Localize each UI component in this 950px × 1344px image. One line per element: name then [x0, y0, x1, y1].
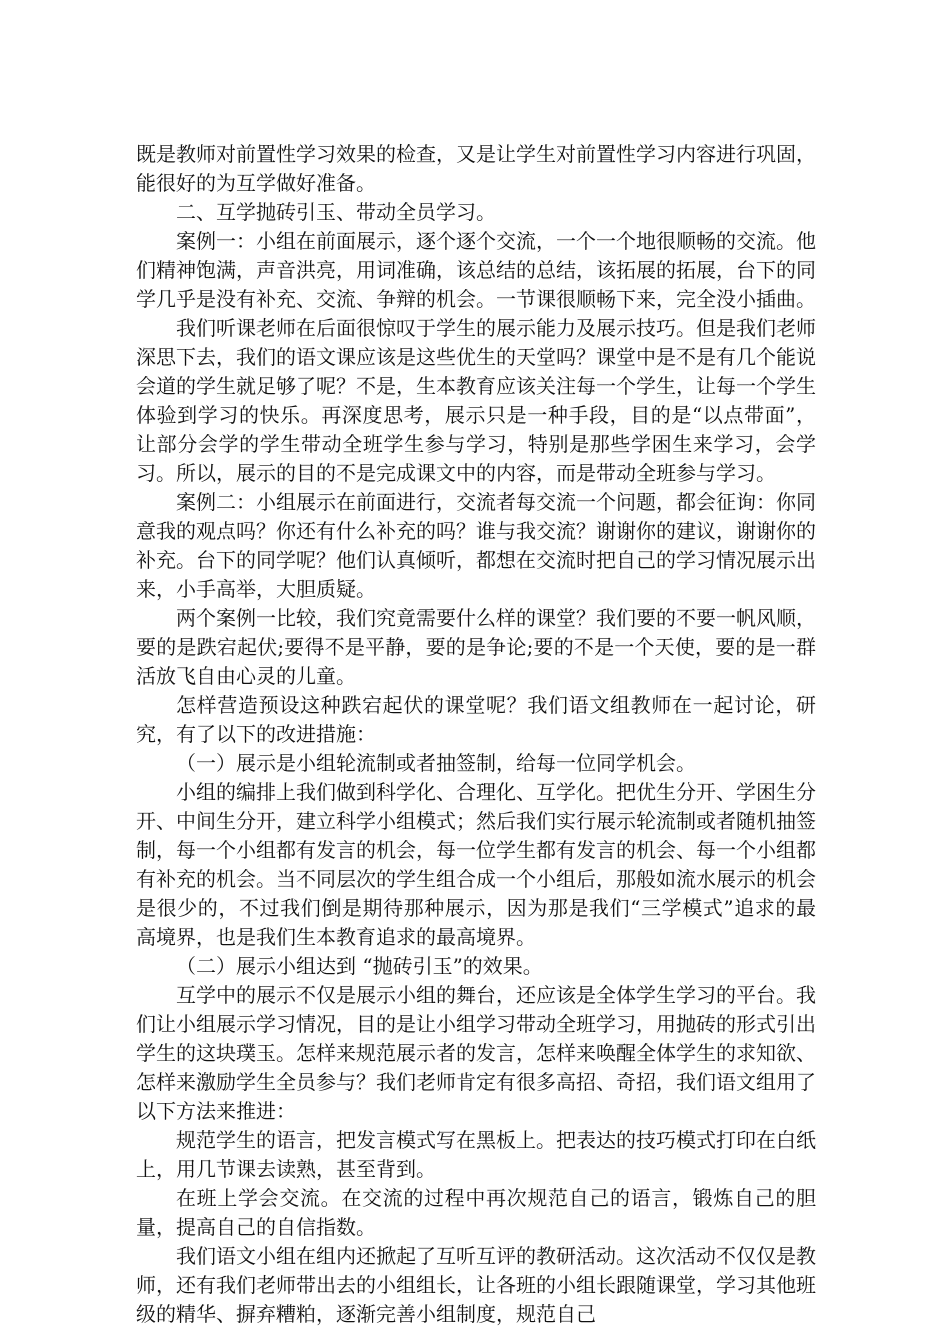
paragraph-case-2: 案例二：小组展示在前面进行，交流者每交流一个问题，都会征询：你同意我的观点吗？你还有什么补充的吗？谁与我交流？谢谢你的建议，谢谢你的补充。台下的同学呢？他们认真倾听，都想在交流时把自己的学习情况展示出来，小手高举，大胆质疑。 [136, 490, 816, 601]
document-page [136, 140, 816, 1329]
subheading-2: （二）展示小组达到 “抛砖引玉”的效果。 [176, 954, 543, 978]
subheading-1: （一）展示是小组轮流制或者抽签制，给每一位同学机会。 [176, 751, 696, 775]
paragraph-continuation: 既是教师对前置性学习效果的检查，又是让学生对前置性学习内容进行巩固，能很好的为互学做好准备。 [136, 142, 816, 195]
paragraph-group-arrangement: 小组的编排上我们做到科学化、合理化、互学化。把优生分开、学困生分开、中间生分开，建立科学小组模式；然后我们实行展示轮流制或者随机抽签制，每一个小组都有发言的机会，每一位学生都有发言的机会、每一个小组都有补充的机会。当不同层次的学生组合成一个小组后，那般如流水展示的机会是很少的，不过我们倒是期待那种展示，因为那是我们“三学模式”追求的最高境界，也是我们生本教育追求的最高境界。 [136, 780, 816, 949]
paragraph-platform: 互学中的展示不仅是展示小组的舞台，还应该是全体学生学习的平台。我们让小组展示学习情况，目的是让小组学习带动全班学习，用抛砖的形式引出学生的这块璞玉。怎样来规范展示者的发言，怎样来唤醒全体学生的求知欲、怎样来激励学生全员参与？我们老师肯定有很多高招、奇招，我们语文组用了以下方法来推进： [136, 983, 816, 1123]
paragraph-reflection: 我们听课老师在后面很惊叹于学生的展示能力及展示技巧。但是我们老师深思下去，我们的语文课应该是这些优生的天堂吗？课堂中是不是有几个能说会道的学生就足够了呢？不是，生本教育应该关注每一个学生，让每一个学生体验到学习的快乐。再深度思考，展示只是一种手段，目的是“以点带面”，让部分会学的学生带动全班学生参与学习，特别是那些学困生来学习，会学习。所以，展示的目的不是完成课文中的内容，而是带动全班参与学习。 [136, 316, 816, 485]
section-heading-2: 二、互学抛砖引玉、带动全员学习。 [176, 200, 496, 224]
paragraph-peer-review: 我们语文小组在组内还掀起了互听互评的教研活动。这次活动不仅仅是教师，还有我们老师带出去的小组组长，让各班的小组长跟随课堂，学习其他班级的精华、摒弃糟粕，逐渐完善小组制度，规范自己 [136, 1244, 816, 1326]
paragraph-communication: 在班上学会交流。在交流的过程中再次规范自己的语言，锻炼自己的胆量，提高自己的自信指数。 [136, 1186, 816, 1239]
paragraph-comparison: 两个案例一比较，我们究竟需要什么样的课堂？我们要的不要一帆风顺，要的是跌宕起伏;要得不是平静，要的是争论;要的不是一个天使，要的是一群活放飞自由心灵的儿童。 [136, 606, 816, 688]
paragraph-case-1: 案例一：小组在前面展示，逐个逐个交流，一个一个地很顺畅的交流。他们精神饱满，声音洪亮，用词准确，该总结的总结，该拓展的拓展，台下的同学几乎是没有补充、交流、争辩的机会。一节课很顺畅下来，完全没小插曲。 [136, 229, 816, 311]
paragraph-language-norms: 规范学生的语言，把发言模式写在黑板上。把表达的技巧模式打印在白纸上，用几节课去读熟，甚至背到。 [136, 1128, 816, 1181]
paragraph-question: 怎样营造预设这种跌宕起伏的课堂呢？我们语文组教师在一起讨论，研究，有了以下的改进措施： [136, 693, 816, 746]
